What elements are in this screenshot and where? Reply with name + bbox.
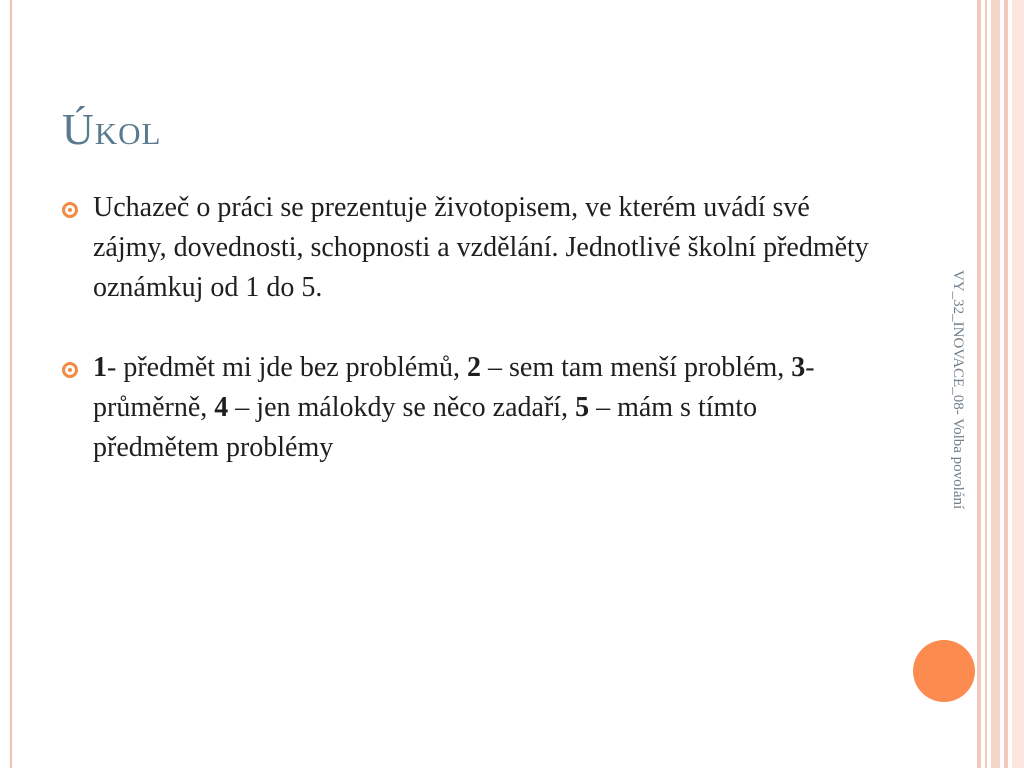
grade-description: -průměrně,: [93, 352, 815, 423]
bullet-circle-icon: [62, 362, 78, 378]
grade-description: - předmět mi jde bez problémů,: [107, 352, 467, 383]
decorative-stripe: [1004, 0, 1008, 768]
decorative-circle: [913, 640, 975, 702]
grade-description: – jen málokdy se něco zadaří,: [228, 392, 576, 423]
grade-number: 1: [93, 352, 107, 383]
decorative-stripe: [991, 0, 1000, 768]
bullet-item: [62, 188, 882, 308]
bullet-text: Uchazeč o práci se prezentuje životopisem, ve kterém uvádí své zájmy, dovednosti, schopnosti a vzdělání. Jednotlivé školní předměty oznámkuj od 1 do 5.: [93, 192, 869, 303]
decorative-stripe: [977, 0, 981, 768]
side-label: VY_32_INOVACE_08- Volba povolání: [950, 270, 966, 510]
grade-description: – sem tam menší problém,: [481, 352, 792, 383]
bullet-circle-icon: [62, 202, 78, 218]
grade-description: – mám s tímto předmětem problémy: [93, 392, 758, 463]
decorative-stripe: [985, 0, 987, 768]
grade-number: 4: [214, 392, 229, 423]
grade-number: 3: [791, 352, 806, 383]
grade-number: 5: [575, 392, 590, 423]
bullet-item: [62, 348, 882, 468]
grade-number: 2: [467, 352, 481, 383]
bullet-text: [93, 352, 815, 463]
bullet-list: [62, 188, 882, 468]
slide-title: Úkol: [62, 105, 162, 154]
left-border-line: [10, 0, 12, 768]
decorative-stripe: [1012, 0, 1024, 768]
